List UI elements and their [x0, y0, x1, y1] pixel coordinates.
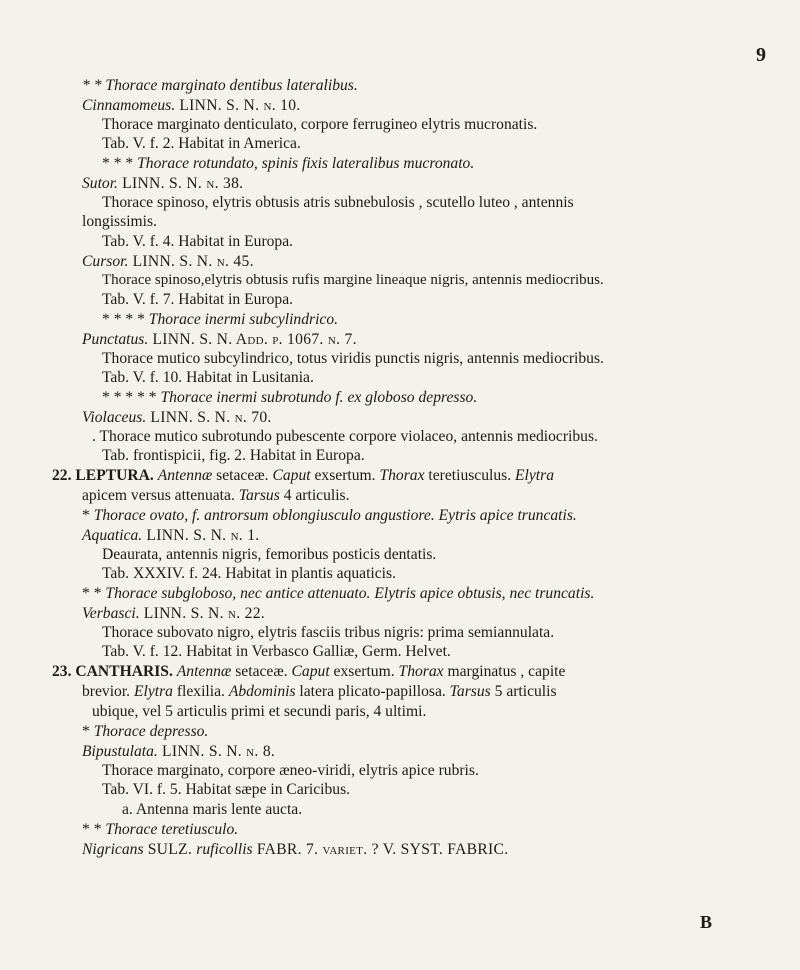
genus-name: 22. LEPTURA. — [52, 467, 158, 484]
description-line: Thorace spinoso, elytris obtusis atris subnebulosis , scutello luteo , antennis — [102, 194, 574, 211]
reference-text: LINN. S. N. n. 38. — [117, 175, 244, 192]
heading-text: Thorace subgloboso, nec antice attenuato. Elytris apice obtusis, nec truncatis. — [105, 585, 595, 602]
subsection-heading — [82, 820, 238, 839]
character-term: Elytra — [133, 683, 173, 700]
tab-habitat-line: Tab. V. f. 2. Habitat in America. — [102, 135, 301, 152]
genus-description-line — [82, 682, 557, 701]
tab-habitat-line: Tab. V. f. 10. Habitat in Lusitania. — [102, 369, 314, 386]
description-line: Deaurata, antennis nigris, femoribus posticis dentatis. — [102, 546, 437, 563]
character-term: Tarsus — [238, 487, 280, 504]
character-text: 4 articulis. — [279, 487, 350, 504]
species-name: Cursor. — [82, 253, 129, 270]
character-text: latera plicato-papillosa. — [295, 683, 450, 700]
genus-description-line — [82, 486, 350, 505]
species-name: Verbasci. — [82, 605, 140, 622]
reference-text: FABR. 7. variet. ? V. SYST. FABRIC. — [252, 841, 509, 858]
heading-text: * * Thorace marginato dentibus lateralibus. — [82, 77, 358, 94]
tab-habitat-line: Tab. VI. f. 5. Habitat sæpe in Caricibus. — [102, 781, 351, 798]
heading-text: Thorace depresso. — [93, 723, 209, 740]
genus-heading-line — [52, 466, 554, 485]
reference-text: LINN. S. N. n. 8. — [157, 743, 276, 760]
character-term: Caput — [291, 663, 330, 680]
genus-description-line: ubique, vel 5 articulis primi et secundi paris, 4 ultimi. — [92, 703, 427, 720]
subsection-heading — [102, 388, 477, 407]
character-text: marginatus , capite — [443, 663, 566, 680]
character-text: 5 articulis — [490, 683, 557, 700]
subsection-heading — [82, 76, 358, 95]
tab-habitat-line: Tab. V. f. 7. Habitat in Europa. — [102, 291, 294, 308]
species-name-line — [82, 330, 357, 349]
species-name: Punctatus. — [82, 331, 149, 348]
species-name: Bipustulata. — [82, 743, 158, 760]
species-name: Cinnamomeus. — [82, 97, 176, 114]
subsection-heading — [82, 584, 594, 603]
heading-marker: * — [82, 507, 94, 524]
figure-note-line: a. Antenna maris lente aucta. — [122, 801, 303, 818]
character-text: setaceæ. — [231, 663, 292, 680]
reference-text: LINN. S. N. n. 1. — [142, 527, 260, 544]
page-number: 9 — [756, 44, 766, 66]
species-name: Sutor. — [82, 175, 118, 192]
tab-habitat-line: Tab. V. f. 12. Habitat in Verbasco Galliæ, Germ. Helvet. — [102, 643, 451, 660]
heading-text: Thorace ovato, f. antrorsum oblongiusculo angustiore. Eytris apice truncatis. — [93, 507, 577, 524]
heading-marker: * * — [82, 821, 106, 838]
subsection-heading — [82, 506, 577, 525]
character-term: Antennæ — [176, 663, 232, 680]
species-name-line — [82, 742, 275, 761]
subsection-heading — [82, 722, 208, 741]
species-name-line — [82, 526, 260, 545]
reference-text: LINN. S. N. Add. p. 1067. n. 7. — [148, 331, 357, 348]
description-line: Thorace marginato denticulato, corpore ferrugineo elytris mucronatis. — [102, 116, 538, 133]
species-name-line — [82, 840, 508, 859]
description-line: Thorace spinoso,elytris obtusis rufis margine lineaque nigris, antennis mediocribus. — [102, 272, 604, 288]
character-text: exsertum. — [329, 663, 399, 680]
species-name-line — [82, 408, 272, 427]
heading-text: Thorace rotundato, spinis fixis lateralibus mucronato. — [137, 155, 475, 172]
reference-text: LINN. S. N. n. 10. — [175, 97, 301, 114]
character-text: apicem versus attenuata. — [82, 487, 239, 504]
reference-text: SULZ. — [143, 841, 197, 858]
character-text: exsertum. — [310, 467, 380, 484]
heading-marker: * * * * — [102, 311, 149, 328]
character-term: Caput — [272, 467, 311, 484]
species-name-line — [82, 174, 243, 193]
reference-text: LINN. S. N. n. 22. — [139, 605, 266, 622]
species-name: Violaceus. — [82, 409, 147, 426]
species-name-line — [82, 96, 301, 115]
description-line: Thorace subovato nigro, elytris fasciis tribus nigris: prima semiannulata. — [102, 624, 555, 641]
character-term: Thorax — [379, 467, 425, 484]
subsection-heading — [102, 310, 338, 329]
character-text: setaceæ. — [212, 467, 273, 484]
description-line: . Thorace mutico subrotundo pubescente corpore violaceo, antennis mediocribus. — [92, 428, 598, 445]
description-line: Thorace marginato, corpore æneo-viridi, elytris apice rubris. — [102, 762, 479, 779]
character-text: flexilia. — [172, 683, 229, 700]
character-text: teretiusculus. — [424, 467, 516, 484]
character-term: Thorax — [398, 663, 444, 680]
character-term: Abdominis — [228, 683, 296, 700]
heading-marker: * * — [82, 585, 106, 602]
character-text: brevior. — [82, 683, 134, 700]
character-term: Antennæ — [157, 467, 213, 484]
signature-mark: B — [700, 912, 713, 932]
species-name-line — [82, 252, 254, 271]
tab-habitat-line: Tab. V. f. 4. Habitat in Europa. — [102, 233, 294, 250]
reference-text: LINN. S. N. n. 45. — [128, 253, 254, 270]
heading-text: Thorace inermi subrotundo f. ex globoso depresso. — [160, 389, 478, 406]
species-name: Aquatica. — [82, 527, 143, 544]
heading-marker: * * * * * — [102, 389, 161, 406]
tab-habitat-line: Tab. XXXIV. f. 24. Habitat in plantis aquaticis. — [102, 565, 396, 582]
character-term: Elytra — [515, 467, 555, 484]
heading-text: Thorace inermi subcylindrico. — [148, 311, 339, 328]
species-name: Nigricans — [82, 841, 144, 858]
genus-name: 23. CANTHARIS. — [52, 663, 177, 680]
description-line: longissimis. — [82, 213, 157, 230]
reference-text: LINN. S. N. n. 70. — [146, 409, 272, 426]
heading-marker: * * * — [102, 155, 138, 172]
species-name-line — [82, 604, 265, 623]
description-line: Thorace mutico subcylindrico, totus viridis punctis nigris, antennis mediocribus. — [102, 350, 604, 367]
heading-marker: * — [82, 723, 94, 740]
character-term: Tarsus — [449, 683, 491, 700]
genus-heading-line — [52, 662, 565, 681]
subsection-heading — [102, 154, 474, 173]
tab-habitat-line: Tab. frontispicii, fig. 2. Habitat in Europa. — [102, 447, 365, 464]
heading-text: Thorace teretiusculo. — [105, 821, 239, 838]
synonym-name: ruficollis — [196, 841, 253, 858]
